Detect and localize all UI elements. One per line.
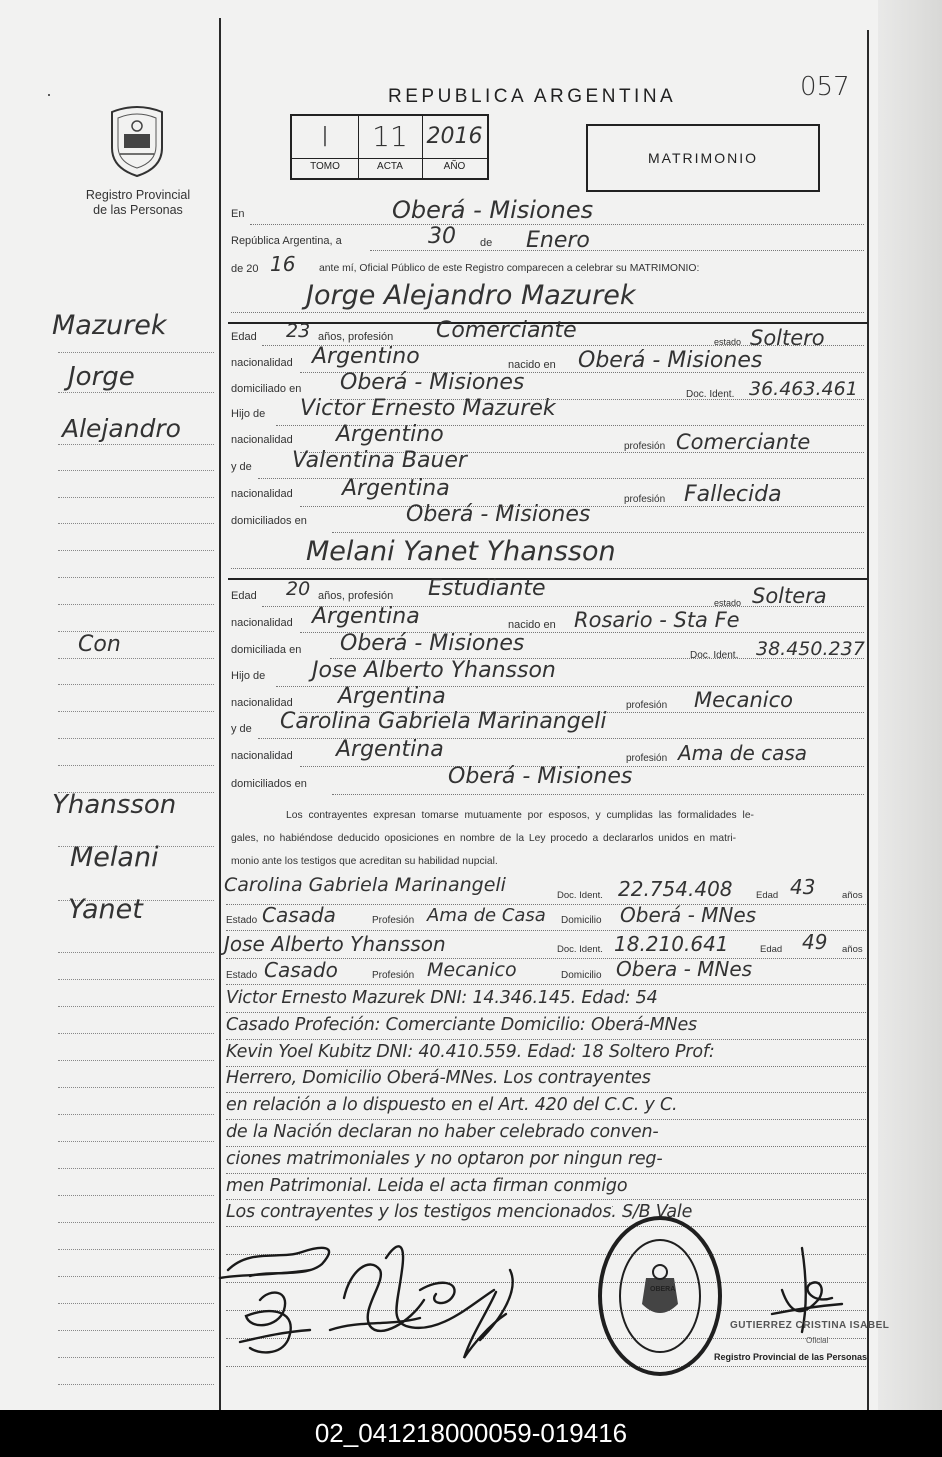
page-number: 057 bbox=[800, 72, 850, 102]
place-value: Oberá - Misiones bbox=[392, 196, 594, 224]
margin-rule bbox=[58, 1087, 214, 1088]
bride-profesion: Estudiante bbox=[428, 576, 546, 601]
groom-nacido-label: nacido en bbox=[508, 359, 556, 371]
margin-rule bbox=[58, 1006, 214, 1007]
page-edge-shadow bbox=[878, 0, 942, 1410]
stamp-official-role: Oficial bbox=[806, 1336, 829, 1345]
date-line bbox=[370, 250, 864, 251]
bride-dom-label: domiciliada en bbox=[231, 644, 302, 656]
witness1-estado: Casada bbox=[262, 903, 336, 927]
witness1-name: Carolina Gabriela Marinangeli bbox=[224, 874, 506, 896]
bride-father-nac-label: nacionalidad bbox=[231, 697, 293, 709]
groom-mother: Valentina Bauer bbox=[292, 448, 467, 473]
witness1-anos-label: años bbox=[842, 890, 863, 901]
groom-parents-dom: Oberá - Misiones bbox=[406, 502, 591, 527]
bride-nacido: Rosario - Sta Fe bbox=[574, 608, 740, 632]
margin-rule bbox=[58, 1222, 214, 1223]
note-line: de la Nación declaran no haber celebrado conven- bbox=[226, 1121, 659, 1142]
intro-text: ante mí, Oficial Público de este Registro comparecen a celebrar su MATRIMONIO: bbox=[319, 263, 700, 274]
margin-rule bbox=[58, 444, 214, 445]
witness2-estado-label: Estado bbox=[226, 970, 258, 981]
margin-rule bbox=[58, 470, 214, 471]
groom-edad: 23 bbox=[286, 320, 311, 342]
groom-father: Victor Ernesto Mazurek bbox=[300, 396, 556, 421]
note-rule bbox=[226, 1092, 866, 1093]
bride-edad: 20 bbox=[286, 578, 311, 600]
margin-rule bbox=[58, 1033, 214, 1034]
groom-doc: 36.463.461 bbox=[749, 378, 858, 400]
groom-father-nac: Argentino bbox=[336, 422, 444, 447]
margin-rule bbox=[58, 1249, 214, 1250]
note-line: Casado Profeción: Comerciante Domicilio: Oberá-MNes bbox=[226, 1014, 697, 1035]
margin-rule bbox=[58, 1195, 214, 1196]
record-divider bbox=[292, 158, 487, 159]
witness1-edad-label: Edad bbox=[756, 890, 779, 901]
registry-line-1: Registro Provincial bbox=[85, 188, 191, 202]
bride-estado-label: estado bbox=[714, 598, 742, 608]
bride-father-prof: Mecanico bbox=[694, 688, 793, 712]
bride-yde-label: y de bbox=[231, 723, 252, 735]
bride-dom: Oberá - Misiones bbox=[340, 631, 525, 656]
bride-nacido-label: nacido en bbox=[508, 619, 556, 631]
bride-row8-line bbox=[332, 794, 864, 795]
bride-nac-label: nacionalidad bbox=[231, 617, 293, 629]
groom-edad-label: Edad bbox=[231, 331, 257, 343]
registry-name bbox=[70, 188, 206, 218]
bride-doc-label: Doc. Ident. bbox=[690, 650, 739, 661]
de-label: de bbox=[480, 237, 493, 249]
witness2-doc-label: Doc. Ident. bbox=[557, 944, 603, 955]
year-suffix: 16 bbox=[270, 252, 296, 276]
margin-rule bbox=[58, 1384, 214, 1385]
doc-type-box bbox=[586, 124, 820, 192]
tomo-label: TOMO bbox=[310, 161, 340, 172]
bride-section-rule bbox=[228, 578, 868, 580]
margin-rule bbox=[58, 765, 214, 766]
bride-father-prof-label: profesión bbox=[626, 700, 668, 711]
place-line bbox=[250, 224, 864, 225]
bride-name-line bbox=[231, 568, 864, 569]
stamp-city: OBERA bbox=[650, 1286, 676, 1293]
witness1-prof-label: Profesión bbox=[372, 915, 415, 926]
note-rule bbox=[226, 1173, 866, 1174]
groom-mother-prof-label: profesión bbox=[624, 494, 666, 505]
note-rule bbox=[226, 1039, 866, 1040]
note-line: Victor Ernesto Mazurek DNI: 14.346.145. Edad: 54 bbox=[226, 988, 658, 1008]
witness2-edad: 49 bbox=[802, 930, 828, 954]
doc-type: MATRIMONIO bbox=[648, 150, 758, 166]
bride-father: Jose Alberto Yhansson bbox=[312, 658, 556, 683]
margin-rule bbox=[58, 1114, 214, 1115]
groom-doc-label: Doc. Ident. bbox=[686, 389, 735, 400]
bride-mother-prof-label: profesión bbox=[626, 753, 668, 764]
groom-name-line bbox=[231, 312, 864, 313]
day-value: 30 bbox=[428, 224, 456, 249]
republica-label: República Argentina, a bbox=[231, 235, 342, 247]
bride-estado: Soltera bbox=[752, 584, 827, 608]
margin-rule bbox=[58, 1141, 214, 1142]
note-rule bbox=[226, 1199, 866, 1200]
margin-rule bbox=[58, 738, 214, 739]
groom-nac: Argentino bbox=[312, 344, 420, 369]
groom-profesion: Comerciante bbox=[436, 318, 577, 343]
margin-rule bbox=[58, 711, 214, 712]
groom-mother-nac: Argentina bbox=[342, 476, 450, 501]
note-rule bbox=[226, 1146, 866, 1147]
margin-divider bbox=[219, 18, 221, 1410]
bride-doc: 38.450.237 bbox=[756, 638, 865, 660]
groom-estado: Soltero bbox=[750, 326, 825, 350]
declaration-line-3: monio ante los testigos que acreditan su habilidad nupcial. bbox=[231, 856, 498, 867]
record-number-box bbox=[290, 114, 489, 180]
bride-parents-dom-label: domiciliados en bbox=[231, 778, 307, 790]
margin-rule bbox=[58, 658, 214, 659]
margin-bride-surname: Yhansson bbox=[52, 790, 177, 820]
groom-hijo-label: Hijo de bbox=[231, 408, 266, 420]
registry-line-2: de las Personas bbox=[93, 203, 183, 217]
margin-rule bbox=[58, 497, 214, 498]
groom-mother-prof: Fallecida bbox=[684, 482, 782, 507]
groom-mother-nac-label: nacionalidad bbox=[231, 488, 293, 500]
witness2-edad-label: Edad bbox=[760, 944, 783, 955]
margin-bride-given1: Melani bbox=[70, 842, 159, 873]
en-label: En bbox=[231, 208, 245, 220]
margin-rule bbox=[58, 550, 214, 551]
province-seal-icon bbox=[106, 104, 168, 178]
note-line: Herrero, Domicilio Oberá-MNes. Los contrayentes bbox=[226, 1068, 651, 1089]
bride-nac: Argentina bbox=[312, 604, 420, 629]
witness2-dom: Obera - MNes bbox=[616, 957, 753, 981]
margin-rule bbox=[58, 952, 214, 953]
bride-hijo-label: Hijo de bbox=[231, 670, 266, 682]
witness1-edad: 43 bbox=[790, 875, 816, 899]
margin-rule bbox=[58, 684, 214, 685]
margin-rule bbox=[58, 352, 214, 353]
witness1-estado-label: Estado bbox=[226, 915, 258, 926]
anio-label: AÑO bbox=[443, 161, 466, 172]
bride-mother: Carolina Gabriela Marinangeli bbox=[280, 709, 607, 734]
witness2-name: Jose Alberto Yhansson bbox=[224, 932, 446, 956]
bride-mother-prof: Ama de casa bbox=[678, 741, 808, 765]
groom-parents-dom-label: domiciliados en bbox=[231, 515, 307, 527]
margin-rule bbox=[58, 1168, 214, 1169]
note-line: Kevin Yoel Kubitz DNI: 40.410.559. Edad: 18 Soltero Prof: bbox=[226, 1041, 715, 1062]
acta-label: ACTA bbox=[377, 161, 403, 172]
country-title: REPUBLICA ARGENTINA bbox=[388, 86, 677, 107]
witness2-estado: Casado bbox=[264, 958, 338, 982]
declaration-line-2: gales, no habiéndose deducido oposiciones en nombre de la Ley procedo a declararlos unidos en matri- bbox=[231, 833, 737, 844]
scan-id-footer: 02_041218000059-019416 bbox=[0, 1410, 942, 1457]
witness1-doc-label: Doc. Ident. bbox=[557, 890, 603, 901]
witness2-prof: Mecanico bbox=[427, 959, 517, 981]
groom-name: Jorge Alejandro Mazurek bbox=[306, 280, 636, 311]
margin-rule bbox=[58, 392, 214, 393]
witness2-prof-label: Profesión bbox=[372, 970, 415, 981]
groom-row8-line bbox=[332, 532, 864, 533]
witness2-dom-label: Domicilio bbox=[561, 970, 602, 981]
note-rule bbox=[226, 1226, 866, 1227]
margin-rule bbox=[58, 1357, 214, 1358]
margin-rule bbox=[58, 577, 214, 578]
note-line: men Patrimonial. Leida el acta firman conmigo bbox=[226, 1175, 628, 1196]
witness1-dom: Oberá - MNes bbox=[620, 903, 757, 927]
witness1-row2-line bbox=[226, 930, 866, 931]
month-value: Enero bbox=[526, 228, 590, 253]
margin-groom-given2: Alejandro bbox=[62, 414, 181, 443]
groom-father-nac-label: nacionalidad bbox=[231, 434, 293, 446]
margin-rule bbox=[58, 979, 214, 980]
bride-name: Melani Yanet Yhansson bbox=[306, 536, 616, 567]
witness2-anos-label: años bbox=[842, 944, 863, 955]
bride-father-nac: Argentina bbox=[338, 684, 446, 709]
stamp-official-name: GUTIERREZ CRISTINA ISABEL bbox=[730, 1320, 890, 1331]
signatures bbox=[210, 1230, 570, 1380]
bride-parents-dom: Oberá - Misiones bbox=[448, 764, 633, 789]
declaration-line-1: Los contrayentes expresan tomarse mutuamente por esposos, y cumplidas las formalidades le- bbox=[286, 810, 754, 821]
bride-mother-nac-label: nacionalidad bbox=[231, 750, 293, 762]
margin-rule bbox=[58, 1060, 214, 1061]
bride-profesion-label: años, profesión bbox=[318, 590, 394, 602]
witness1-doc: 22.754.408 bbox=[618, 877, 733, 901]
note-rule bbox=[226, 1012, 866, 1013]
stamp-ring-text bbox=[612, 1206, 613, 1207]
margin-rule bbox=[58, 604, 214, 605]
official-stamp-icon bbox=[596, 1212, 726, 1382]
groom-dom: Oberá - Misiones bbox=[340, 370, 525, 395]
margin-rule bbox=[58, 1330, 214, 1331]
witness1-prof: Ama de Casa bbox=[427, 905, 546, 926]
acta-value: 11 bbox=[372, 120, 408, 153]
note-rule bbox=[226, 1119, 866, 1120]
margin-con: Con bbox=[78, 632, 121, 657]
tomo-value: I bbox=[320, 120, 330, 153]
margin-rule bbox=[58, 1303, 214, 1304]
stamp-official-org: Registro Provincial de las Personas bbox=[714, 1352, 868, 1362]
margin-groom-surname: Mazurek bbox=[52, 310, 167, 341]
groom-estado-label: estado bbox=[714, 337, 742, 347]
dot-mark: · bbox=[46, 84, 52, 104]
groom-profesion-label: años, profesión bbox=[318, 331, 394, 343]
bride-mother-nac: Argentina bbox=[336, 737, 444, 762]
margin-rule bbox=[58, 523, 214, 524]
note-line: en relación a lo dispuesto en el Art. 420 del C.C. y C. bbox=[226, 1095, 678, 1116]
margin-bride-given2: Yanet bbox=[68, 894, 143, 925]
margin-groom-given1: Jorge bbox=[68, 362, 135, 392]
note-line: Los contrayentes y los testigos mencionados. S/B Vale bbox=[226, 1202, 693, 1223]
handwritten-notes bbox=[226, 985, 874, 1226]
anio-value: 2016 bbox=[426, 124, 483, 149]
groom-nac-label: nacionalidad bbox=[231, 357, 293, 369]
groom-dom-label: domiciliado en bbox=[231, 383, 302, 395]
groom-father-prof-label: profesión bbox=[624, 441, 666, 452]
groom-nacido: Oberá - Misiones bbox=[578, 348, 763, 373]
groom-yde-label: y de bbox=[231, 461, 252, 473]
note-line: ciones matrimoniales y no optaron por ningun reg- bbox=[226, 1148, 663, 1169]
witness1-dom-label: Domicilio bbox=[561, 915, 602, 926]
margin-rule bbox=[58, 1276, 214, 1277]
witness2-doc: 18.210.641 bbox=[614, 932, 729, 956]
groom-father-prof: Comerciante bbox=[676, 430, 811, 454]
bride-edad-label: Edad bbox=[231, 590, 257, 602]
note-rule bbox=[226, 1066, 866, 1067]
year-prefix: de 20 bbox=[231, 263, 259, 275]
